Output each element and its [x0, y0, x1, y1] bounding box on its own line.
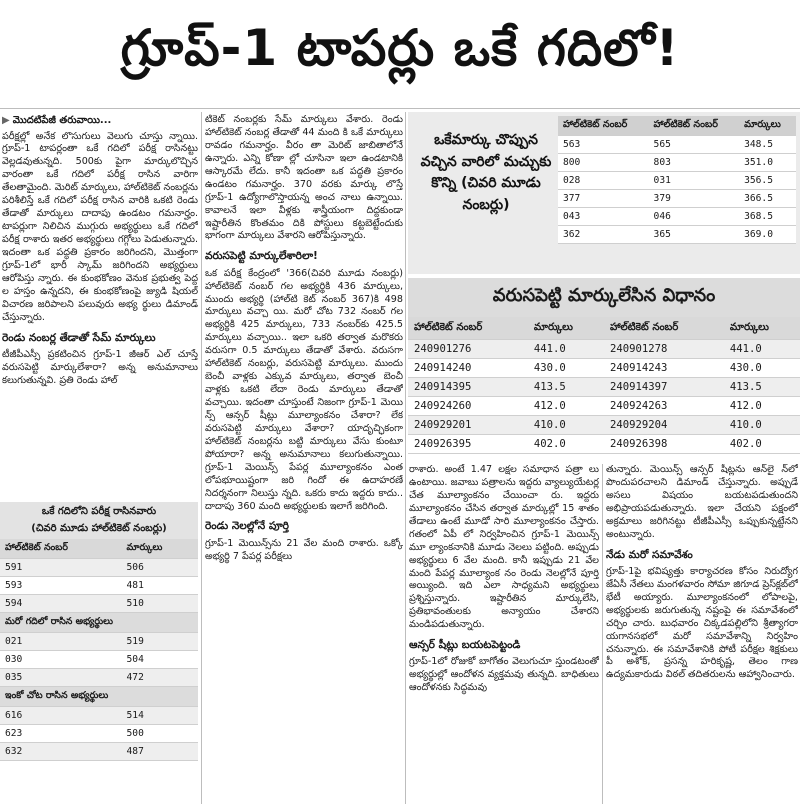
table-cell: 623	[0, 725, 122, 743]
table-cell: 412.0	[724, 397, 800, 416]
same-marks-caption: ఒకేమార్కు చొప్పున వచ్చిన వారిలో మచ్చుకు కొన్ని (చివరి మూడు నంబర్లు)	[420, 132, 552, 214]
table-cell: 046	[649, 208, 740, 226]
table-header: హాల్‌టికెట్ నంబర్	[604, 317, 724, 340]
col3-body2: గ్రూప్-1లో రోజుకో బాగోతం వెలుగుచూ స్తుండటంతో అభ్యర్థుల్లో ఆందోళన వ్యక్తమవు తున్నది. బాధితులు ఆందోళనకు సిద్ధమవు	[409, 656, 599, 694]
table-row	[408, 397, 800, 416]
table-row	[558, 190, 796, 208]
column-divider	[405, 112, 406, 804]
table-row	[558, 154, 796, 172]
column-1	[2, 114, 198, 500]
col2-subhead: వరుసపెట్టి మార్కులేశారిలా!	[205, 250, 318, 263]
sequential-marks-box	[408, 278, 800, 461]
col2-body: టికెట్ నంబర్లకు సేమ్ మార్కులు వేశారు. రెండు హాల్‌టికెట్ నంబర్ల తేడాతో 44 మంది కి ఒకే మార్కులు రావడం గమనార్హం. వీరం తా మెరిట్ జాబితాలోనే ఉన్నారు. ఎన్ని కోణా ల్లో చూసినా ఇలా ఉండటానికి ఆస్కారమే లేదు. కానీ ఇదంతా ఒక పద్ధతి ప్రకారం ఉండటం గమనార్హం. 370 వరకు మార్కు లొస్తే గ్రూప్-1 ఉద్యోగాలొస్తాయన్న అంచ నాలు ఉన్నాయి. కావాలనే ఇలా వీళ్లకు శాస్త్రీయంగా దిద్దకుండా ఇష్టారీతిన కొంతమం దికి పోస్టులు కట్టబెట్టేందుకు భాగంగా మార్కులు వేశారని ఆరోపిస్తున్నారు.	[205, 114, 403, 242]
table-cell: 430.0	[528, 359, 604, 378]
table-cell: 510	[122, 595, 198, 613]
table-row	[408, 340, 800, 359]
col3-subhead: ఆన్సర్ షీట్లు బయటపెట్టండి	[409, 639, 521, 652]
col1-body2: టీజీపీఎస్సీ ప్రకటించిన గ్రూప్-1 జీఆర్ ఎల్ చూస్తే వరుసపెట్టి మార్కులేశారా? అన్న అనుమానాలు కలుగుతున్నవి. ప్రతి రెండు హాల్	[2, 348, 198, 386]
table-cell: 632	[0, 743, 122, 761]
col1-body: పరీక్షల్లో అనేక లొసుగులు వెలుగు చూస్తు న్నాయి. గ్రూప్-1 టాపర్లంతా ఒకే గదిలో పరీక్ష రాసినట్టు వెల్లడవుతున్నది. 500కు పైగా మార్కులొచ్చిన వారంతా ఒకే గదిలో పరీక్ష రాసిన వారిగా తేలతామైంది. మెరిట్ మార్కులు, హాల్‌టికెట్ నంబర్లను పరిశీలిస్తే ఒకే గదిలో పరీక్ష రాసిన వారికి ఒకటి రెండు తేడాతో మార్కులు దాదాపు ఉండటం గమనార్హం. టాపర్లుగా నిలిచిన ముగ్గురు అభ్యర్థులు ఒకే గదిలో పరీక్ష రాశారు ఇతర అభ్యర్థులు గగ్గోలు పెడుతున్నారు. ఇదంతా ఒక పద్ధతి ప్రకారం జరిగిందని, మొత్తంగా గ్రూప్-1లో భారీ స్కామ్ జరిగిందని అభ్యర్థులు ఆరోపిస్తు న్నారు. ఈ కుంభకోణం వెనుక ప్రభుత్వ పెద్ద ల హస్తం ఉన్నదని, ఈ కుంభకోణంపై జ్యుడి షియల్ విచారణ జరిపాలని పలువురు అభ్య ర్థులు డిమాండ్ చేస్తున్నారు.	[2, 130, 198, 323]
table-cell: 028	[558, 172, 649, 190]
table-cell: 240926395	[408, 435, 528, 454]
headline: గ్రూప్-1 టాపర్లు ఒకే గదిలో!	[120, 18, 680, 77]
table-row	[558, 208, 796, 226]
table-cell: 240914397	[604, 378, 724, 397]
table-header: హాల్‌టికెట్ నంబర్	[0, 539, 122, 559]
table-cell: 031	[649, 172, 740, 190]
table-cell: 412.0	[528, 397, 604, 416]
table-cell: 410.0	[528, 416, 604, 435]
table-cell: 430.0	[724, 359, 800, 378]
table-row	[0, 595, 198, 613]
table-row	[0, 725, 198, 743]
table-cell: 240914240	[408, 359, 528, 378]
col4-body: తున్నారు. మెయిన్స్ ఆన్సర్ షీట్లను ఆన్‌లై న్‌లో పొందుపరచాలని డిమాండ్ చేస్తున్నారు. అప్పుడే అసలు విషయం బయటపడుతుందని అభిప్రాయపడుతున్నారు. ఇలా చేయని పక్షంలో అక్రమాలు జరిగినట్టు టీజీపీఎస్సీ ఒప్పుకున్నట్టేనని అంటున్నారు.	[606, 464, 798, 540]
same-room-title: ఒకే గదిలోని పరీక్ష రాసినవారు	[0, 502, 198, 522]
table-row	[0, 707, 198, 725]
table-header: హాల్‌టికెట్ నంబర్	[408, 317, 528, 340]
table-cell: 487	[122, 743, 198, 761]
table-row	[0, 559, 198, 577]
table-cell: 240901276	[408, 340, 528, 359]
table-row	[558, 172, 796, 190]
same-room-subtitle: (చివరి మూడు హాల్‌టికెట్ నంబర్లు)	[0, 522, 198, 539]
table-cell: 240926398	[604, 435, 724, 454]
table-cell: 240924260	[408, 397, 528, 416]
table-header: మార్కులు	[528, 317, 604, 340]
table-header-row	[0, 539, 198, 559]
table-section-label: మరో గదిలో రాసిన అభ్యర్థులు	[0, 613, 198, 633]
same-room-box	[0, 502, 198, 804]
table-cell: 616	[0, 707, 122, 725]
same-marks-table	[558, 116, 796, 244]
table-header: మార్కులు	[739, 116, 796, 136]
table-row	[0, 651, 198, 669]
table-cell: 368.5	[739, 208, 796, 226]
table-cell: 441.0	[724, 340, 800, 359]
col4-subhead: నేడు మరో సమావేశం	[606, 548, 693, 561]
table-cell: 519	[122, 633, 198, 651]
col2-body2: ఒక పరీక్ష కేంద్రంలో '366(చివరి మూడు నంబర్లు) హాల్‌టికెట్ నంబర్ గల అభ్యర్థికి 436 మార్కులు, ముందు అభ్యర్థి (హాల్‌టి కెట్ నంబర్ 367)కి 498 మార్కులు వచ్చా యి. మరో చోట 732 నంబర్ గల అభ్యర్థికి 425 మార్కులు, 733 నంబర్‌కు 425.5 మార్కులు వచ్చాయి.. ఇలా ఒకరి తర్వాత మరొకరు వరుసగా 0.5 మార్కులు తేడాతో వేశారు. వరుసగా హాల్‌టికెట్ నంబర్లు, వరుసపెట్టి మార్కులు. ముందు బెంచీ వాళ్లకు ఎక్కువ మార్కులు, తర్వాత బెంచీ వాళ్లకు ఒకటి లేదా రెండు మార్కులు తేడాతో వచ్చాయి. ఇదంతా చూస్తుంటే నిజంగా గ్రూప్-1 మెయి న్స్ ఆన్సర్ షీట్లు మూల్యాంకనం చేశారా? లేక వరుసపెట్టి మార్కులు వేశారా? యాదృచ్ఛికంగా హాల్‌టికెట్ నంబర్లను బట్టి మార్కులు వేసు కుంటూ పోయారా? అన్న అనుమానాలు కలుగుతున్నాయి. గ్రూప్-1 మెయిన్స్ పేపర్ల మూల్యాంకనం ఎంత లోపభూయిష్టంగా జరి గిందో ఈ ఉదాహరణే నిదర్శనంగా నిలుస్తు న్నది. ఒకరు కాదు ఇద్దరు కాదు.. దాదాపు 360 మంది అభ్యర్థులకు ఇలాగే జరిగింది.	[205, 267, 403, 512]
table-cell: 356.5	[739, 172, 796, 190]
table-section-row	[0, 613, 198, 633]
col4-body2: గ్రూప్-1పై భవిష్యత్తు కార్యాచరణ కోసం నిరుద్యోగ జేఏసీ నేతలు మంగళవారం సోమా జిగూడ ప్రెస్‌క్లబ్‌లో భేటీ అయ్యారు. మూల్యాంకనంలో లోపాలపై, అభ్యర్థులకు జరుగుతున్న నష్టంపై ఈ సమావేశంలో చర్చిం చారు. బుధవారం చిక్కడపల్లిలోని శ్రీత్యాగరా యగానసభలో మరో సమావేశాన్ని నిర్వహిం చనున్నారు. ఈ సమావేశానికి పోటీ పరీక్షల శిక్షకులు పీ అశోక్, ప్రసన్న హరికృష్ణ, తెలం గాణ ఉద్యమకారుడు విఠల్ తదితరులను ఆహ్వానించారు.	[606, 565, 798, 681]
table-cell: 366.5	[739, 190, 796, 208]
kicker-label: మొదటిపేజీ తరువాయి...	[12, 115, 112, 126]
table-header-row	[558, 116, 796, 136]
table-cell: 506	[122, 559, 198, 577]
table-header: మార్కులు	[122, 539, 198, 559]
sequential-marks-table	[408, 317, 800, 454]
table-section-row	[0, 687, 198, 707]
table-cell: 472	[122, 669, 198, 687]
table-cell: 593	[0, 577, 122, 595]
table-cell: 369.0	[739, 226, 796, 244]
table-cell: 481	[122, 577, 198, 595]
arrow-icon: ▶	[2, 115, 10, 126]
table-header: హాల్‌టికెట్ నంబర్	[649, 116, 740, 136]
table-cell: 441.0	[528, 340, 604, 359]
table-cell: 030	[0, 651, 122, 669]
table-row	[408, 378, 800, 397]
table-cell: 402.0	[724, 435, 800, 454]
col1-subhead: రెండు నంబర్ల తేడాతో సేమ్ మార్కులు	[2, 331, 156, 344]
table-cell: 504	[122, 651, 198, 669]
column-divider	[201, 112, 202, 804]
table-cell: 351.0	[739, 154, 796, 172]
table-cell: 591	[0, 559, 122, 577]
column-2	[205, 114, 403, 804]
table-cell: 240929201	[408, 416, 528, 435]
table-cell: 594	[0, 595, 122, 613]
table-cell: 413.5	[528, 378, 604, 397]
table-cell: 800	[558, 154, 649, 172]
table-row	[558, 136, 796, 154]
table-cell: 410.0	[724, 416, 800, 435]
same-marks-box	[408, 112, 800, 274]
table-cell: 565	[649, 136, 740, 154]
table-cell: 803	[649, 154, 740, 172]
table-row	[0, 577, 198, 595]
col2-subhead2: రెండు నెలల్లోనే పూర్తి	[205, 520, 289, 533]
table-header-row	[408, 317, 800, 340]
headline-divider	[0, 108, 800, 109]
table-cell: 035	[0, 669, 122, 687]
column-divider	[602, 464, 603, 804]
table-row	[408, 435, 800, 454]
table-cell: 240929204	[604, 416, 724, 435]
table-cell: 240914243	[604, 359, 724, 378]
col2-body3: గ్రూప్-1 మెయిన్స్‌ను 21 వేల మంది రాశారు. ఒక్కో అభ్యర్థి 7 పేపర్ల పరీక్షలు	[205, 537, 403, 562]
sequential-marks-title: వరుసపెట్టి మార్కులేసిన విధానం	[408, 278, 800, 317]
table-cell: 365	[649, 226, 740, 244]
table-cell: 348.5	[739, 136, 796, 154]
table-cell: 021	[0, 633, 122, 651]
table-row	[0, 633, 198, 651]
table-row	[408, 359, 800, 378]
table-header: హాల్‌టికెట్ నంబర్	[558, 116, 649, 136]
same-room-table	[0, 539, 198, 761]
table-row	[558, 226, 796, 244]
table-cell: 362	[558, 226, 649, 244]
table-row	[0, 743, 198, 761]
table-cell: 402.0	[528, 435, 604, 454]
table-cell: 413.5	[724, 378, 800, 397]
table-cell: 379	[649, 190, 740, 208]
table-row	[408, 416, 800, 435]
table-cell: 563	[558, 136, 649, 154]
table-header: మార్కులు	[724, 317, 800, 340]
table-cell: 240924263	[604, 397, 724, 416]
kicker	[2, 114, 198, 128]
table-section-label: ఇంకో చోట రాసిన అభ్యర్థులు	[0, 687, 198, 707]
column-3	[409, 464, 599, 804]
table-cell: 043	[558, 208, 649, 226]
column-4	[606, 464, 798, 804]
table-cell: 240901278	[604, 340, 724, 359]
table-cell: 377	[558, 190, 649, 208]
col3-body: రాశారు. అంటే 1.47 లక్షల సమాధాన పత్రా లు ఉంటాయి. జవాబు పత్రాలను ఇద్దరు వ్యాల్యుయేటర్ల చేత మూల్యాంకనం చేయించా రు. ఇద్దరు మూల్యాంకనం చేసిన తర్వాత మార్కుల్లో 15 శాతం తేడాలు ఉంటే మూడో సారి మూల్యాంకనం చేస్తారు. గతంలో ఏపీ లో నిర్వహించిన గ్రూప్-1 మెయిన్స్ మూ ల్యాంకనానికి మూడు నెలలు పట్టింది. అప్పుడు అభ్యర్థులు 6 వేల మంది. కానీ ఇప్పుడు 21 వేల మంది పేపర్ల మూల్యాంక నం రెండు నెలల్లోనే పూర్తి అయ్యింది. ఇది ఎలా సాధ్యమని అభ్యర్థులు ప్రశ్నిస్తున్నారు. ఇష్టారీతిన మార్కులేసి, ప్రతిభావంతులకు అన్యాయం చేశారని మండిపడుతున్నారు.	[409, 464, 599, 631]
table-cell: 514	[122, 707, 198, 725]
table-row	[0, 669, 198, 687]
table-cell: 500	[122, 725, 198, 743]
table-cell: 240914395	[408, 378, 528, 397]
